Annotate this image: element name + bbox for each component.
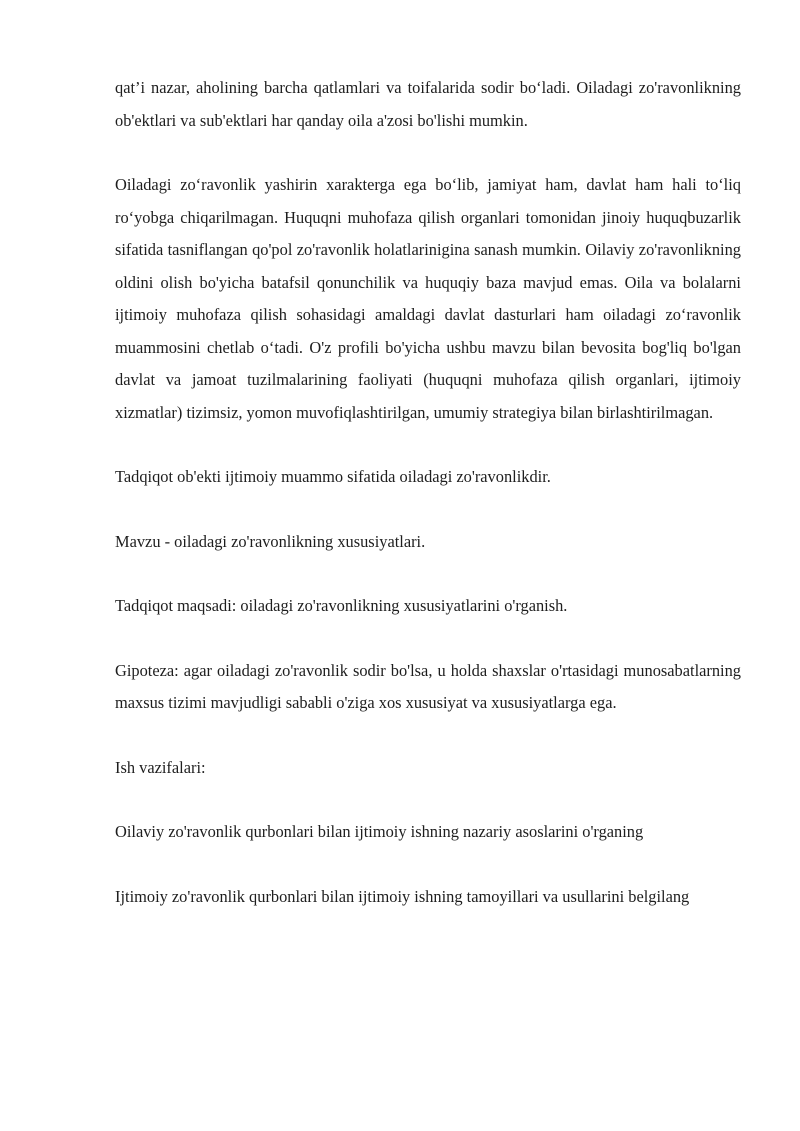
paragraph-task-1: Oilaviy zo'ravonlik qurbonlari bilan ijtimoiy ishning nazariy asoslarini o'rganing <box>115 822 644 841</box>
paragraph-research-object: Tadqiqot ob'ekti ijtimoiy muammo sifatida oiladagi zo'ravonlikdir. <box>115 467 551 486</box>
paragraph-task-2: Ijtimoiy zo'ravonlik qurbonlari bilan ijtimoiy ishning tamoyillari va usullarini belgilang <box>115 886 690 906</box>
paragraph-research-goal: Tadqiqot maqsadi: oiladagi zo'ravonlikning xususiyatlarini o'rganish. <box>115 596 568 615</box>
paragraph-tasks-heading: Ish vazifalari: <box>115 757 206 777</box>
paragraph-hidden-violence: Oiladagi zo‘ravonlik yashirin xarakterga ega bo‘lib, jamiyat ham, davlat ham hali to‘liq ro‘yobga chiqarilmagan. Huquqni muhofaza qilish organlari tomonidan jinoiy huquqbuzarlik sifatida tasniflangan qo'pol zo'ravonlik holatlarinigina sanash mumkin. Oilaviy zo'ravonlikning oldini olish bo'yicha batafsil qonunchilik va huquqiy baza mavjud emas. Oila va bolalarni ijtimoiy muhofaza qilish sohasidagi amaldagi davlat dasturlari ham oiladagi zo‘ravonlik muammosini chetlab o‘tadi. O'z profili bo'yicha ushbu mavzu bilan bevosita bog'liq bo'lgan davlat va jamoat tuzilmalarining faoliyati (huquqni muhofaza qilish organlari, ijtimoiy xizmatlar) tizimsiz, yomon muvofiqlashtirilgan, umumiy strategiya bilan birlashtirilmagan. <box>115 175 741 422</box>
paragraph-hypothesis: Gipoteza: agar oiladagi zo'ravonlik sodir bo'lsa, u holda shaxslar o'rtasidagi munosabatlarning maxsus tizimi mavjudligi sababli o'ziga xos xususiyat va xususiyatlarga ega. <box>115 660 741 712</box>
paragraph-intro-continuation: qat’i nazar, aholining barcha qatlamlari va toifalarida sodir bo‘ladi. Oiladagi zo'ravonlikning ob'ektlari va sub'ektlari har qanday oila a'zosi bo'lishi mumkin. <box>115 78 741 130</box>
document-page <box>115 72 741 945</box>
paragraph-topic: Mavzu - oiladagi zo'ravonlikning xususiyatlari. <box>115 531 426 551</box>
